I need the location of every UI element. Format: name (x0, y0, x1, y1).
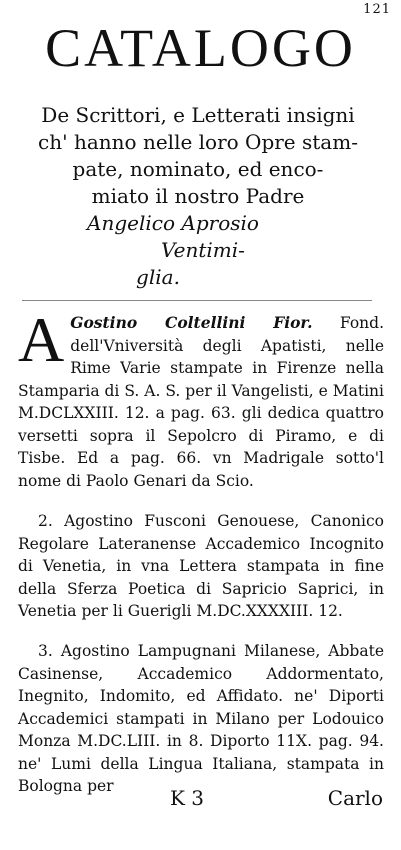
catchword: Carlo (327, 786, 383, 810)
drop-cap: A (18, 304, 65, 375)
subtitle (18, 102, 378, 291)
divider (22, 300, 372, 301)
subtitle-author-place: Ventimi- (161, 238, 245, 262)
signature-mark: K 3 (170, 786, 205, 810)
subtitle-line-1: De Scrittori, e Letterati insigni (41, 103, 355, 127)
page-number: 121 (363, 2, 391, 17)
entry-text: Fond. dell'Vniversità degli Apatisti, nelle Rime Varie stampate in Firenze nella Stamparia di S. A. S. per il Vangelisti, e Matini M.DCLXXIII. 12. a pag. 63. gli dedica quattro versetti sopra il Sepolcro di Piramo, e di Tisbe. Ed a pag. 66. vn Madrigale sotto'l nome di Paolo Genari da Scio. (18, 314, 384, 490)
subtitle-line-2: ch' hanno nelle loro Opre stam- (38, 130, 358, 154)
subtitle-author-place-end: glia. (136, 265, 180, 289)
catalog-entry-3: 3. Agostino Lampugnani Milanese, Abbate Casinense, Accademico Addormentato, Inegnito, Indomito, ed Affidato. ne' Diporti Accademici stampati in Milano per Lodouico Monza M.DC.LIII. in 8. Diporto 11X. pag. 94. ne' Lumi della Lingua Italiana, stampata in Bologna per (18, 642, 384, 795)
entry-lead: Gostino Coltellini Fior. (70, 313, 313, 332)
page-title: CATALOGO (45, 18, 356, 78)
subtitle-author-name: Angelico Aprosio (87, 211, 259, 235)
subtitle-line-3: pate, nominato, ed enco- (72, 157, 324, 181)
subtitle-line-4: miato il nostro Padre (91, 184, 305, 208)
catalog-entry-2: 2. Agostino Fusconi Genouese, Canonico Regolare Lateranense Accademico Incognito di Venetia, in vna Lettera stampata in fine della Sferza Poetica di Sapricio Saprici, in Venetia per li Guerigli M.DC.XXXXIII. 12. (18, 512, 384, 620)
catalog-entry-1 (18, 304, 384, 492)
